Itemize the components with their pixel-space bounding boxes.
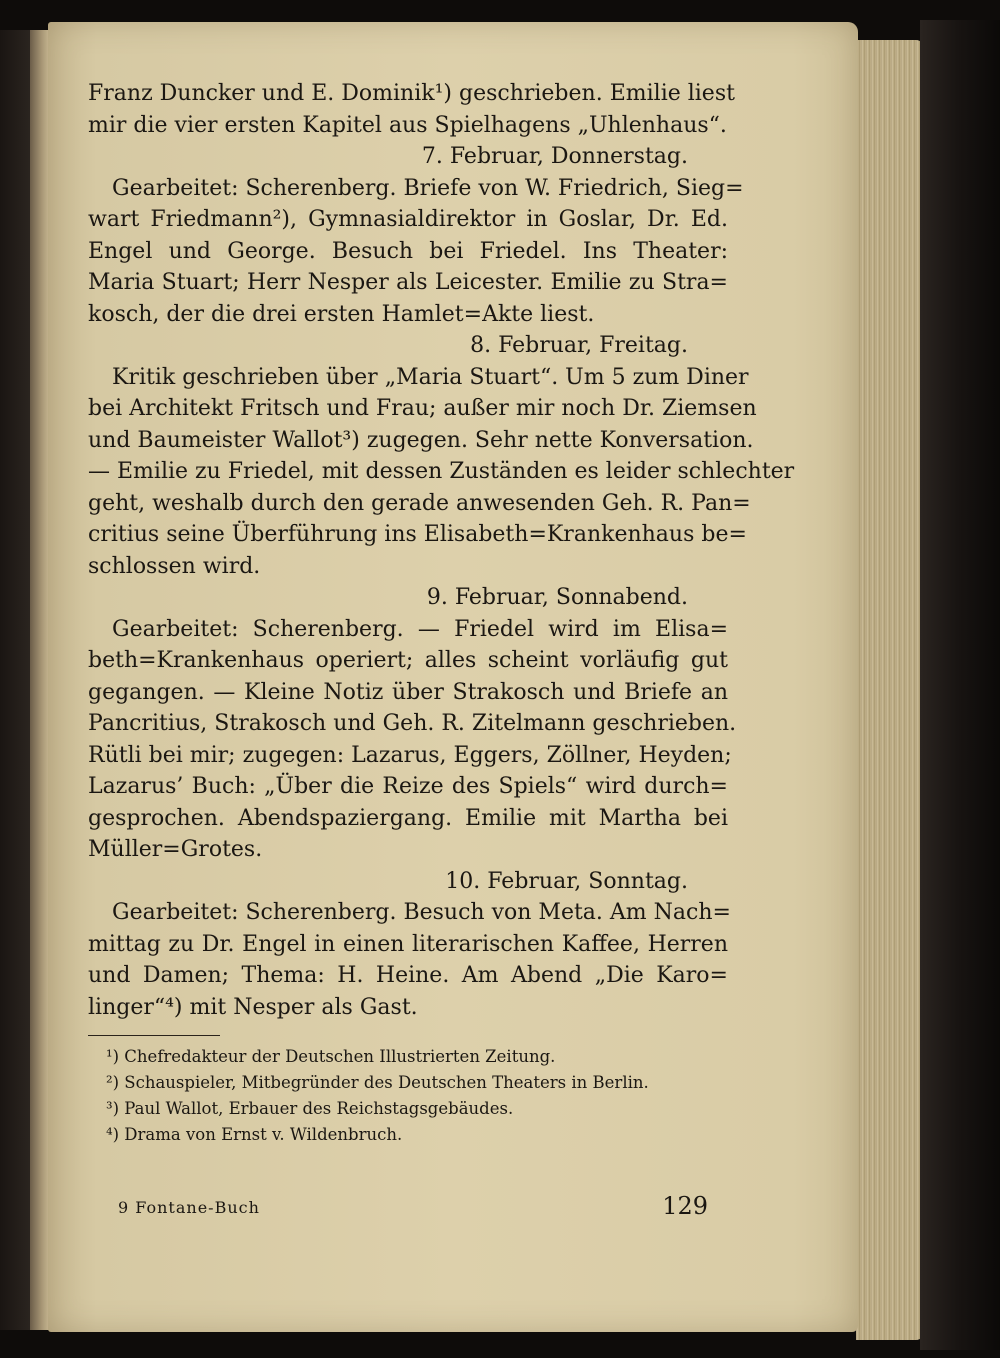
text-line: schlossen wird. [88,553,261,579]
page-text [88,78,795,1148]
footnote: ²) Schauspieler, Mitbegründer des Deutschen Theaters in Berlin. [106,1073,649,1092]
text-line: Lazarus’ Buch: „Über die Reize des Spiels“ wird durch= [88,774,728,799]
footnote: ³) Paul Wallot, Erbauer des Reichstagsgebäudes. [106,1099,514,1118]
text-line: linger“⁴) mit Nesper als Gast. [88,994,418,1020]
text-line: geht, weshalb durch den gerade anwesenden Geh. R. Pan= [88,490,751,516]
text-line: mir die vier ersten Kapitel aus Spielhagens „Uhlenhaus“. [88,112,727,138]
date-heading: 10. Februar, Sonntag. [445,868,688,894]
text-line: Kritik geschrieben über „Maria Stuart“. Um 5 zum Diner [112,364,749,390]
text-line: Engel und George. Besuch bei Friedel. Ins Theater: [88,238,728,264]
text-line: und Baumeister Wallot³) zugegen. Sehr nette Konversation. [88,427,754,453]
left-page-edge [30,30,50,1330]
text-line: — Emilie zu Friedel, mit dessen Zuständen es leider schlechter [88,459,795,484]
text-line: Gearbeitet: Scherenberg. Briefe von W. Friedrich, Sieg= [112,175,744,201]
date-heading: 9. Februar, Sonnabend. [426,585,688,610]
text-line: Rütli bei mir; zugegen: Lazarus, Eggers, Zöllner, Heyden; [88,742,732,768]
text-line: Müller=Grotes. [88,837,263,862]
page-footer [118,1192,708,1222]
text-line: Pancritius, Strakosch und Geh. R. Zitelmann geschrieben. [88,711,737,736]
text-line: gegangen. — Kleine Notiz über Strakosch und Briefe an [88,679,728,705]
date-heading: 8. Februar, Freitag. [470,333,688,358]
page-fore-edge [856,40,924,1340]
text-line: critius seine Überführung ins Elisabeth=Krankenhaus be= [88,522,747,547]
date-heading: 7. Februar, Donnerstag. [421,144,688,169]
text-line: und Damen; Thema: H. Heine. Am Abend „Die Karo= [88,963,728,988]
text-line: mittag zu Dr. Engel in einen literarischen Kaffee, Herren [88,931,728,957]
printer-signature: 9 Fontane-Buch [118,1198,260,1217]
text-line: Gearbeitet: Scherenberg. Besuch von Meta. Am Nach= [112,900,731,925]
text-line: kosch, der die drei ersten Hamlet=Akte liest. [88,301,595,327]
footnote-rule [88,1035,220,1036]
text-line: wart Friedmann²), Gymnasialdirektor in Goslar, Dr. Ed. [88,207,728,232]
footnote: ⁴) Drama von Ernst v. Wildenbruch. [106,1125,403,1144]
right-book-cover [920,20,1000,1350]
footnote: ¹) Chefredakteur der Deutschen Illustrierten Zeitung. [106,1047,556,1066]
text-line: gesprochen. Abendspaziergang. Emilie mit Martha bei [88,805,728,831]
text-line: Gearbeitet: Scherenberg. — Friedel wird im Elisa= [112,616,728,642]
text-line: bei Architekt Fritsch und Frau; außer mir noch Dr. Ziemsen [88,396,757,421]
page-number: 129 [662,1192,708,1220]
text-line: beth=Krankenhaus operiert; alles scheint vorläufig gut [88,648,728,673]
text-line: Maria Stuart; Herr Nesper als Leicester. Emilie zu Stra= [88,270,728,295]
text-line: Franz Duncker und E. Dominik¹) geschrieben. Emilie liest [88,81,735,106]
